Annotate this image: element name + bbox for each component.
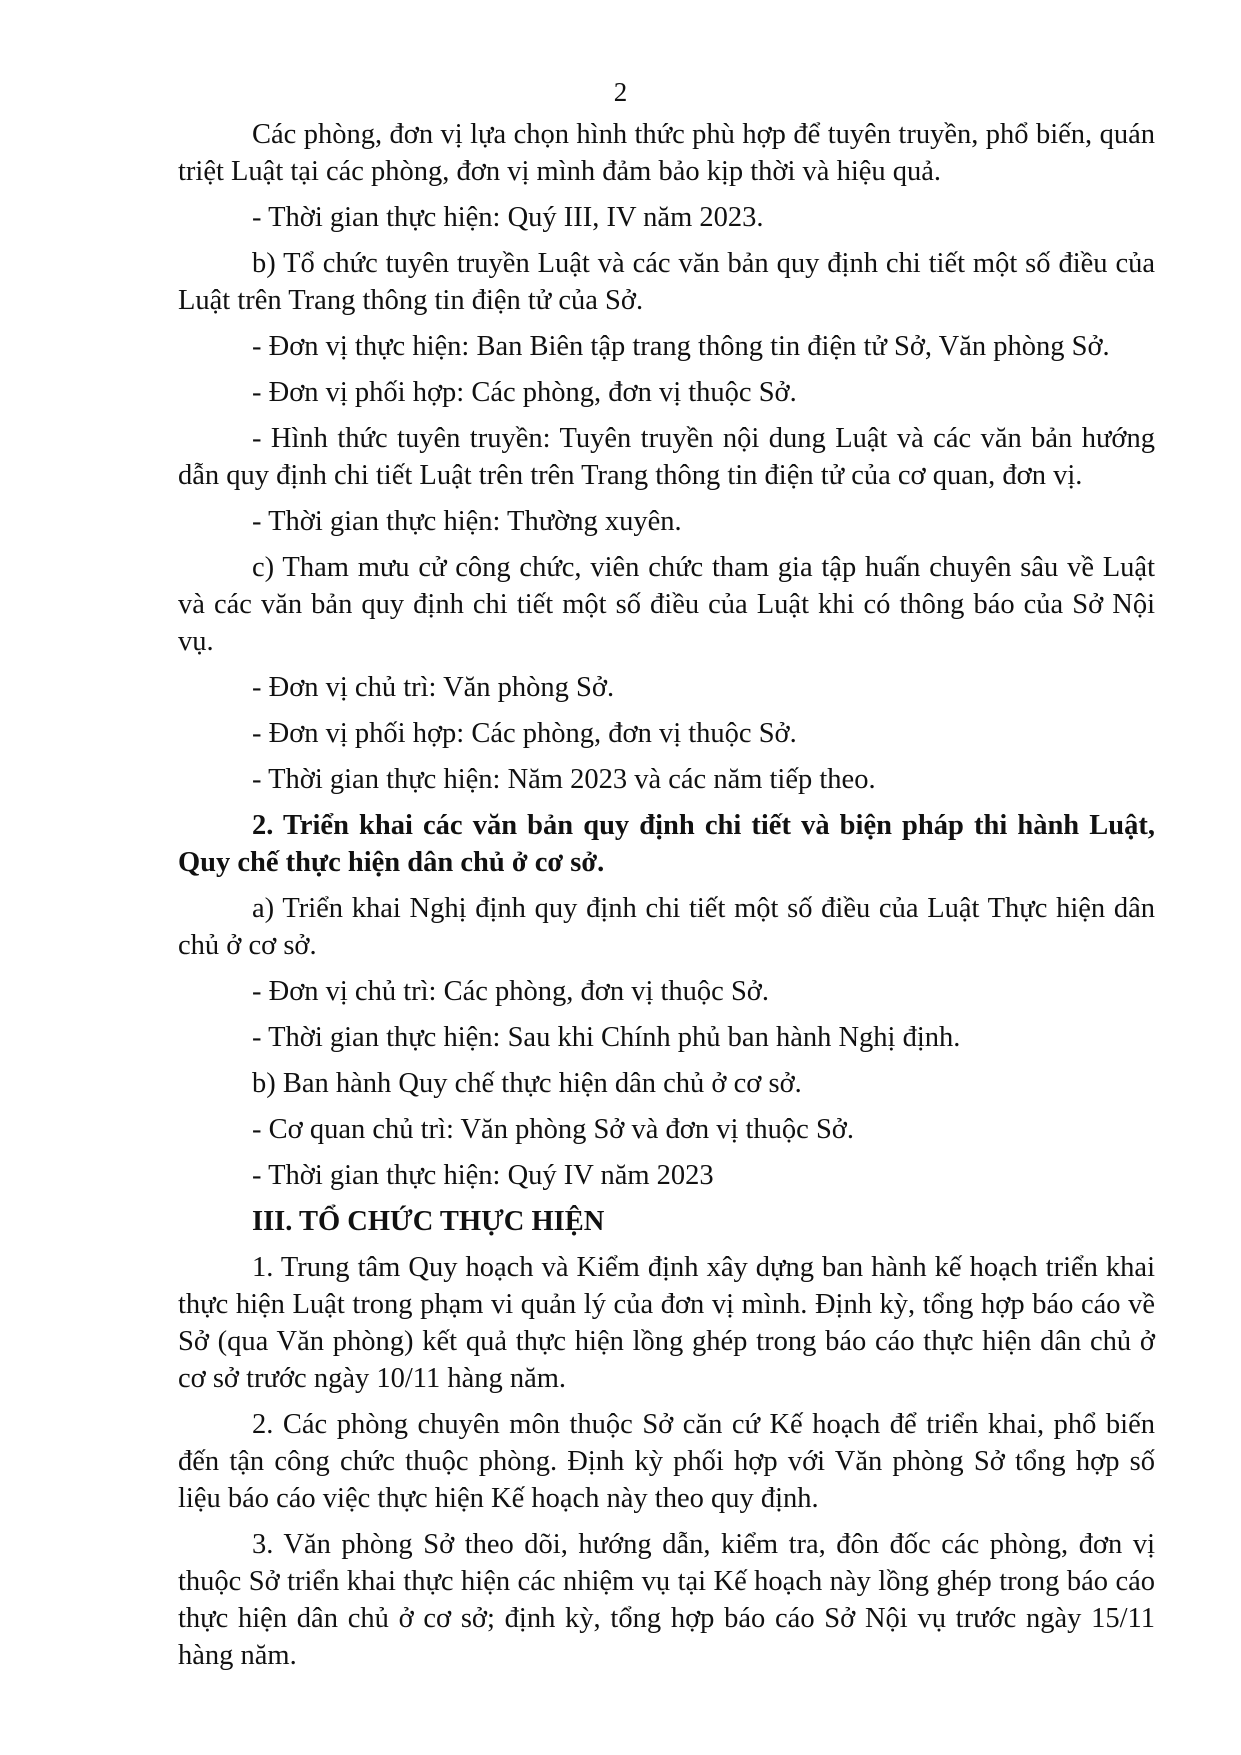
page-number: 2 bbox=[613, 77, 628, 107]
paragraph: a) Triển khai Nghị định quy định chi tiết một số điều của Luật Thực hiện dân chủ ở cơ sở. bbox=[178, 893, 1155, 961]
paragraph: - Đơn vị chủ trì: Các phòng, đơn vị thuộc Sở. bbox=[252, 976, 769, 1007]
section-heading: III. TỔ CHỨC THỰC HIỆN bbox=[252, 1206, 605, 1237]
paragraph: - Đơn vị thực hiện: Ban Biên tập trang thông tin điện tử Sở, Văn phòng Sở. bbox=[252, 331, 1110, 362]
paragraph: - Thời gian thực hiện: Sau khi Chính phủ ban hành Nghị định. bbox=[252, 1022, 961, 1053]
paragraph: - Thời gian thực hiện: Quý III, IV năm 2023. bbox=[252, 202, 764, 233]
paragraph: - Cơ quan chủ trì: Văn phòng Sở và đơn vị thuộc Sở. bbox=[252, 1114, 855, 1145]
paragraph: Các phòng, đơn vị lựa chọn hình thức phù hợp để tuyên truyền, phổ biến, quán triệt Luật tại các phòng, đơn vị mình đảm bảo kịp thời và hiệu quả. bbox=[178, 119, 1155, 187]
paragraph: 1. Trung tâm Quy hoạch và Kiểm định xây dựng ban hành kế hoạch triển khai thực hiện Luật trong phạm vi quản lý của đơn vị mình. Định kỳ, tổng hợp báo cáo về Sở (qua Văn phòng) kết quả thực hiện lồng ghép trong báo cáo thực hiện dân chủ ở cơ sở trước ngày 10/11 hàng năm. bbox=[178, 1252, 1155, 1394]
paragraph: - Đơn vị phối hợp: Các phòng, đơn vị thuộc Sở. bbox=[252, 718, 797, 749]
paragraph: 2. Các phòng chuyên môn thuộc Sở căn cứ Kế hoạch để triển khai, phổ biến đến tận công chức thuộc phòng. Định kỳ phối hợp với Văn phòng Sở tổng hợp số liệu báo cáo việc thực hiện Kế hoạch này theo quy định. bbox=[178, 1409, 1155, 1514]
paragraph: - Hình thức tuyên truyền: Tuyên truyền nội dung Luật và các văn bản hướng dẫn quy định chi tiết Luật trên trên Trang thông tin điện tử của cơ quan, đơn vị. bbox=[178, 423, 1155, 491]
section-heading: 2. Triển khai các văn bản quy định chi tiết và biện pháp thi hành Luật, Quy chế thực hiện dân chủ ở cơ sở. bbox=[178, 810, 1155, 878]
paragraph: c) Tham mưu cử công chức, viên chức tham gia tập huấn chuyên sâu về Luật và các văn bản quy định chi tiết một số điều của Luật khi có thông báo của Sở Nội vụ. bbox=[178, 552, 1155, 657]
paragraph: - Thời gian thực hiện: Năm 2023 và các năm tiếp theo. bbox=[252, 764, 876, 795]
paragraph: - Đơn vị chủ trì: Văn phòng Sở. bbox=[252, 672, 615, 703]
paragraph: - Thời gian thực hiện: Thường xuyên. bbox=[252, 506, 682, 537]
paragraph: b) Ban hành Quy chế thực hiện dân chủ ở cơ sở. bbox=[252, 1068, 802, 1099]
paragraph: 3. Văn phòng Sở theo dõi, hướng dẫn, kiểm tra, đôn đốc các phòng, đơn vị thuộc Sở triển khai thực hiện các nhiệm vụ tại Kế hoạch này lồng ghép trong báo cáo thực hiện dân chủ ở cơ sở; định kỳ, tổng hợp báo cáo Sở Nội vụ trước ngày 15/11 hàng năm. bbox=[178, 1529, 1155, 1671]
paragraph: b) Tổ chức tuyên truyền Luật và các văn bản quy định chi tiết một số điều của Luật trên Trang thông tin điện tử của Sở. bbox=[178, 248, 1155, 316]
document-body bbox=[178, 116, 1155, 1683]
paragraph: - Đơn vị phối hợp: Các phòng, đơn vị thuộc Sở. bbox=[252, 377, 797, 408]
paragraph: - Thời gian thực hiện: Quý IV năm 2023 bbox=[252, 1160, 714, 1191]
